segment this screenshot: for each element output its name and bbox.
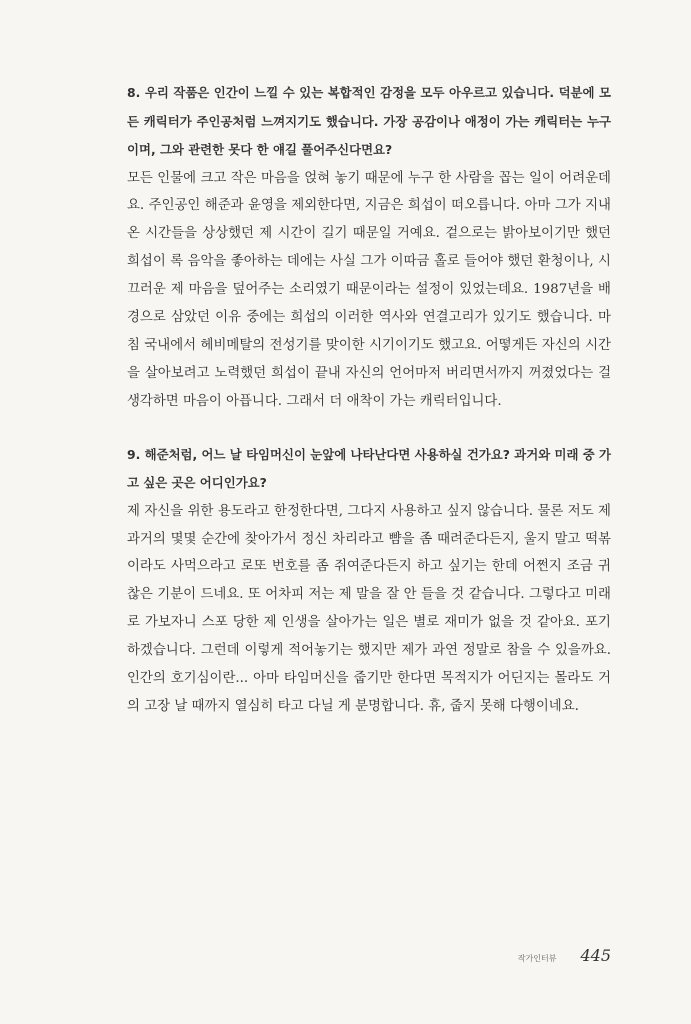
answer-9: 제 자신을 위한 용도라고 한정한다면, 그다지 사용하고 싶지 않습니다. 물론 저도 제 과거의 몇몇 순간에 찾아가서 정신 차리라고 뺨을 좀 때려준다든지, 울지 말고 떡볶이라도 사먹으라고 로또 번호를 좀 쥐여준다든지 하고 싶기는 한데 어쩐지 조금 귀찮은 기분이 드네요. 또 어차피 저는 제 말을 잘 안 들을 것 같습니다. 그렇다고 미래로 가보자니 스포 당한 제 인생을 살아가는 일은 별로 재미가 없을 것 같아요. 포기하겠습니다. 그런데 이렇게 적어놓기는 했지만 제가 과연 정말로 참을 수 있을까요. 인간의 호기심이란... 아마 타임머신을 줍기만 한다면 목적지가 어딘지는 몰라도 거의 고장 날 때까지 열심히 타고 다닐 게 분명합니다. 휴, 줍지 못해 다행이네요. (127, 503, 611, 714)
question-9: 9. 해준처럼, 어느 날 타임머신이 눈앞에 나타난다면 사용하실 건가요? 과거와 미래 중 가고 싶은 곳은 어디인가요? (127, 446, 611, 491)
question-8: 8. 우리 작품은 인간이 느낄 수 있는 복합적인 감정을 모두 아우르고 있습니다. 덕분에 모든 캐릭터가 주인공처럼 느껴지기도 했습니다. 가장 공감이나 애정이 가는 캐릭터는 누구이며, 그와 관련한 못다 한 얘길 풀어주신다면요? (127, 85, 611, 157)
section-label: 작가인터뷰 (517, 954, 557, 963)
page-footer (480, 946, 611, 965)
interview-content (127, 79, 611, 721)
page-number: 445 (580, 946, 611, 965)
section-gap (127, 416, 611, 441)
answer-8: 모든 인물에 크고 작은 마음을 얹혀 놓기 때문에 누구 한 사람을 꼽는 일이 어려운데요. 주인공인 해준과 윤영을 제외한다면, 지금은 희섭이 떠오릅니다. 아마 그가 지내온 시간들을 상상했던 제 시간이 길기 때문일 거예요. 겉으로는 밝아보이기만 했던 희섭이 록 음악을 좋아하는 데에는 사실 그가 이따금 홀로 들어야 했던 환청이나, 시끄러운 제 마음을 덮어주는 소리였기 때문이라는 설정이 있었는데요. 1987년을 배경으로 삼았던 이유 중에는 희섭의 이러한 역사와 연결고리가 있기도 했습니다. 마침 국내에서 헤비메탈의 전성기를 맞이한 시기이기도 했고요. 어떻게든 자신의 시간을 살아보려고 노력했던 희섭이 끝내 자신의 언어마저 버리면서까지 꺼졌었다는 걸 생각하면 마음이 아픕니다. 그래서 더 애착이 가는 캐릭터입니다. (127, 170, 611, 409)
